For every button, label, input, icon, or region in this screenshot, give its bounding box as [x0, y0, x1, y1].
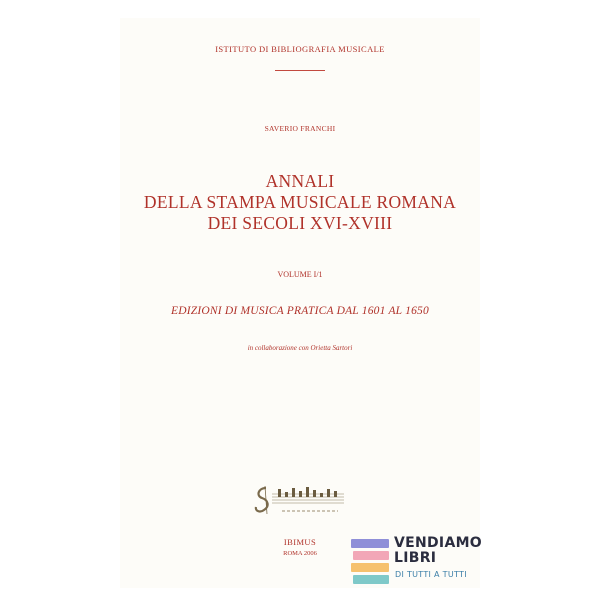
watermark-logo [349, 533, 495, 593]
title-line-3: DEI SECOLI XVI-XVIII [207, 213, 393, 233]
author-name: SAVERIO FRANCHI [264, 124, 336, 133]
book-title [120, 171, 480, 234]
collaboration-note: in collaborazione con Orietta Sartori [247, 344, 353, 352]
watermark-brand-line-1: VENDIAMO [394, 535, 483, 551]
title-line-1: ANNALI [265, 171, 335, 191]
title-line-2: DELLA STAMPA MUSICALE ROMANA [143, 192, 457, 212]
book-cover [120, 18, 483, 588]
watermark-brand-line-2: LIBRI [394, 550, 437, 566]
watermark-tagline: DI TUTTI A TUTTI [395, 570, 467, 579]
publisher-name: IBIMUS [283, 537, 317, 547]
institute-name: ISTITUTO DI BIBLIOGRAFIA MUSICALE [215, 44, 385, 54]
watermark-brand [394, 536, 482, 566]
divider-rule [275, 70, 325, 71]
publication-place-year: ROMA 2006 [283, 550, 317, 557]
book-stack-icon [349, 533, 393, 593]
publisher-logo-icon [252, 480, 348, 520]
volume-label: VOLUME I/1 [277, 270, 323, 279]
book-subtitle: EDIZIONI DI MUSICA PRATICA DAL 1601 AL 1650 [171, 305, 429, 317]
